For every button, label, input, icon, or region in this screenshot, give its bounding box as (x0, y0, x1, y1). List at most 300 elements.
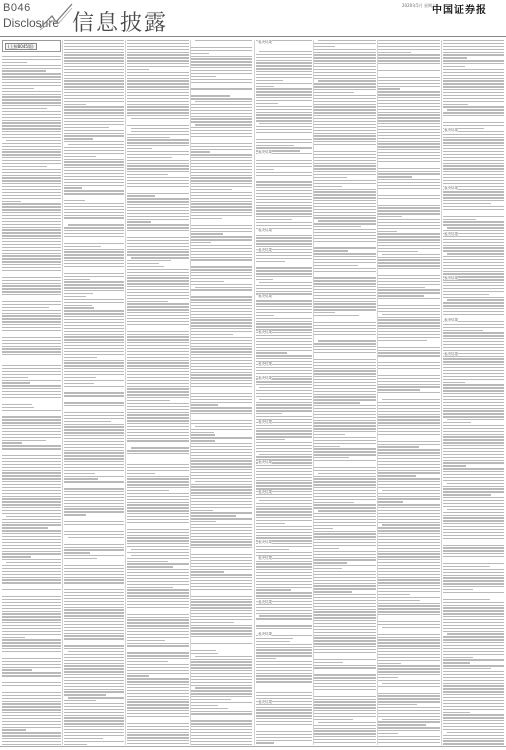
text-line (256, 243, 312, 244)
text-line (68, 224, 124, 225)
text-line (2, 304, 61, 305)
text-line (256, 667, 312, 668)
text-line (443, 364, 504, 365)
text-line (64, 190, 124, 191)
text-line (2, 238, 61, 239)
text-line (314, 194, 376, 195)
text-line (127, 569, 189, 570)
text-line (64, 266, 124, 267)
text-line (256, 718, 312, 719)
text-line (64, 444, 124, 445)
text-line (314, 60, 376, 61)
text-line (127, 92, 189, 93)
text-line (127, 658, 189, 659)
text-line (131, 555, 189, 556)
text-line (443, 115, 504, 116)
text-line (314, 385, 376, 386)
text-line (127, 193, 189, 194)
text-line (2, 354, 61, 355)
text-line (127, 640, 165, 641)
text-line (127, 145, 189, 146)
text-line (443, 57, 467, 58)
text-line (378, 352, 440, 353)
text-line (443, 625, 504, 626)
text-line (314, 124, 376, 125)
text-line (191, 682, 252, 683)
text-line (2, 461, 61, 462)
text-line (127, 165, 189, 166)
text-line (64, 302, 124, 303)
text-line (443, 547, 504, 548)
text-line (382, 719, 440, 720)
text-line (127, 263, 159, 264)
text-line (2, 571, 61, 572)
text-line (378, 317, 440, 318)
text-line (314, 138, 376, 139)
text-line (2, 545, 61, 546)
resolution-label: 表决结果 (444, 318, 458, 322)
text-line (256, 448, 312, 449)
text-line (2, 661, 61, 662)
text-line (64, 40, 124, 41)
text-line (64, 63, 124, 64)
text-line (314, 434, 345, 435)
text-line (256, 442, 312, 443)
text-line (127, 543, 189, 544)
text-line (127, 43, 189, 44)
text-line (127, 201, 189, 202)
text-line (314, 659, 376, 660)
text-line (378, 519, 440, 520)
text-line (318, 340, 376, 341)
text-line (443, 428, 504, 429)
text-line (314, 98, 376, 99)
text-line (127, 426, 189, 427)
text-line (314, 212, 376, 213)
text-line (127, 578, 189, 579)
text-line (443, 80, 504, 81)
text-line (256, 147, 312, 148)
text-line (64, 54, 124, 55)
text-line (64, 322, 124, 323)
text-line (314, 565, 376, 566)
text-line (2, 692, 61, 693)
text-line (64, 273, 124, 274)
text-line (64, 290, 124, 291)
text-line (64, 106, 124, 107)
text-line (64, 476, 124, 477)
text-line (64, 635, 124, 636)
text-line (127, 383, 189, 384)
text-line (64, 150, 124, 151)
text-line (443, 410, 504, 411)
text-line (443, 651, 504, 652)
text-line (256, 675, 312, 676)
resolution-label: 表决结果 (258, 600, 272, 604)
text-line (443, 648, 504, 649)
text-line (191, 166, 252, 167)
text-line (314, 197, 376, 198)
text-line (378, 716, 440, 717)
text-line (191, 589, 252, 590)
text-line (64, 621, 124, 622)
text-line (191, 331, 252, 332)
text-line (64, 187, 82, 188)
text-line (443, 566, 490, 567)
text-line (256, 315, 274, 316)
text-line (64, 249, 124, 250)
text-line (378, 556, 440, 557)
text-line (64, 115, 124, 116)
text-line (191, 203, 252, 204)
text-line (378, 504, 440, 505)
text-line (64, 717, 124, 718)
text-line (64, 153, 124, 154)
text-line (191, 693, 252, 694)
text-line (64, 316, 124, 317)
text-line (382, 314, 440, 315)
text-line (443, 271, 504, 272)
text-line (378, 530, 440, 531)
text-line (378, 171, 440, 172)
text-line (191, 189, 232, 190)
text-line (443, 512, 504, 513)
text-line (64, 206, 124, 207)
text-line (2, 128, 61, 129)
text-line (191, 404, 218, 405)
text-line (314, 736, 376, 737)
text-line (443, 265, 504, 266)
text-line (127, 339, 189, 340)
text-line (64, 386, 124, 387)
text-line (314, 362, 376, 363)
text-line (443, 314, 504, 315)
text-line (314, 349, 376, 350)
text-line (2, 701, 61, 702)
text-line (2, 280, 61, 281)
text-line (443, 706, 504, 707)
text-line (127, 429, 189, 430)
text-line (314, 180, 376, 181)
text-line (443, 717, 504, 718)
text-line (256, 381, 312, 382)
text-line (2, 472, 61, 473)
text-line (2, 227, 61, 228)
text-line (314, 292, 376, 293)
text-line (127, 598, 189, 599)
text-line (64, 571, 124, 572)
text-line (2, 261, 61, 262)
text-line (64, 645, 124, 646)
text-line (191, 616, 252, 617)
text-line (318, 510, 376, 511)
text-line (191, 563, 252, 564)
text-line (191, 685, 252, 686)
text-line (64, 674, 124, 675)
text-line (191, 653, 218, 654)
text-line (378, 83, 440, 84)
text-line (127, 295, 189, 296)
text-line (2, 539, 61, 540)
text-line (314, 502, 354, 503)
text-line (256, 187, 312, 188)
text-line (191, 676, 252, 677)
text-line (443, 580, 504, 581)
text-line (443, 203, 491, 204)
text-line (127, 558, 189, 559)
text-line (378, 298, 440, 299)
text-line (443, 324, 504, 325)
text-line (314, 133, 376, 134)
text-column-1 (2, 40, 61, 745)
text-line (443, 54, 504, 55)
text-line (314, 493, 376, 494)
text-line (127, 453, 189, 454)
text-line (443, 575, 504, 576)
text-line (127, 174, 168, 175)
text-line (443, 729, 504, 730)
text-line (64, 392, 124, 393)
text-line (2, 397, 61, 398)
text-line (2, 285, 61, 286)
text-line (447, 509, 504, 510)
text-line (314, 57, 376, 58)
text-line (378, 278, 440, 279)
text-line (127, 280, 189, 281)
text-line (191, 510, 213, 511)
text-line (443, 262, 504, 263)
text-line (191, 53, 209, 54)
text-line (314, 620, 376, 621)
text-line (378, 70, 440, 71)
text-line (127, 438, 189, 439)
text-line (191, 369, 252, 370)
text-line (443, 654, 504, 655)
text-line (191, 127, 252, 128)
text-line (378, 736, 440, 737)
text-line (378, 565, 440, 566)
text-line (68, 697, 124, 698)
text-line (64, 217, 124, 218)
text-line (191, 699, 231, 700)
text-line (64, 709, 124, 710)
text-line (314, 295, 376, 296)
resolution-label: 表决结果 (444, 276, 458, 280)
text-line (64, 458, 124, 459)
text-line (2, 270, 61, 271)
text-line (443, 154, 504, 155)
text-line (64, 735, 124, 736)
text-line (256, 508, 312, 509)
text-line (127, 40, 189, 41)
text-line (378, 216, 402, 217)
resolution-label: 表决结果 (258, 460, 272, 464)
text-line (191, 317, 252, 318)
text-line (378, 106, 440, 107)
text-line (191, 472, 252, 473)
text-line (378, 408, 440, 409)
text-line (256, 563, 312, 564)
text-line (191, 116, 252, 117)
text-line (314, 554, 376, 555)
text-line (443, 112, 504, 113)
text-line (64, 336, 124, 337)
text-line (127, 286, 189, 287)
text-line (378, 195, 440, 196)
text-line (64, 328, 124, 329)
text-line (64, 281, 124, 282)
text-line (256, 237, 312, 238)
text-line (2, 310, 61, 311)
text-line (68, 144, 124, 145)
text-line (127, 507, 189, 508)
text-line (314, 689, 376, 690)
text-line (2, 283, 61, 284)
text-line (256, 196, 312, 197)
text-line (2, 91, 61, 92)
text-line (191, 455, 252, 456)
text-line (2, 596, 61, 597)
text-line (64, 127, 109, 128)
text-line (256, 276, 312, 277)
text-line (378, 248, 440, 249)
text-line (378, 464, 440, 465)
text-line (191, 58, 252, 59)
text-line (64, 161, 124, 162)
text-line (2, 82, 61, 83)
text-line (314, 141, 376, 142)
text-line (378, 431, 440, 432)
text-line (378, 516, 440, 517)
text-line (378, 501, 403, 502)
text-line (443, 157, 504, 158)
text-line (314, 665, 376, 666)
text-line (314, 649, 376, 650)
text-line (378, 470, 440, 471)
text-line (378, 701, 440, 702)
text-line (64, 604, 124, 605)
text-line (443, 180, 504, 181)
text-line (127, 464, 189, 465)
text-line (314, 235, 376, 236)
text-line (127, 137, 170, 138)
text-line (127, 101, 189, 102)
text-line (127, 601, 189, 602)
text-line (378, 727, 440, 728)
text-line (378, 389, 420, 390)
text-line (6, 140, 61, 141)
text-line (127, 614, 189, 615)
text-line (131, 447, 189, 448)
text-line (64, 473, 95, 474)
text-line (191, 76, 216, 77)
text-line (191, 547, 252, 548)
text-line (2, 195, 61, 196)
text-line (256, 673, 312, 674)
text-line (127, 249, 189, 250)
text-line (378, 428, 440, 429)
text-line (314, 713, 376, 714)
text-line (378, 308, 440, 309)
text-line (314, 699, 376, 700)
text-line (314, 232, 376, 233)
text-line (256, 57, 312, 58)
resolution-label: 表决结果 (258, 362, 272, 366)
text-line (256, 367, 312, 368)
text-line (2, 496, 61, 497)
text-line (191, 583, 252, 584)
text-line (443, 361, 504, 362)
text-line (127, 740, 189, 741)
text-line (378, 378, 440, 379)
text-line (2, 131, 61, 132)
text-line (191, 95, 230, 96)
text-line (191, 659, 252, 660)
text-line (2, 79, 61, 80)
text-line (2, 117, 61, 118)
text-line (2, 294, 61, 295)
text-line (314, 440, 376, 441)
text-line (191, 536, 252, 537)
text-line (443, 413, 504, 414)
text-line (443, 583, 504, 584)
text-line (195, 656, 252, 657)
text-line (378, 319, 440, 320)
text-line (314, 95, 376, 96)
text-line (191, 484, 252, 485)
text-line (191, 305, 252, 306)
text-line (64, 95, 124, 96)
text-line (256, 670, 312, 671)
text-line (127, 377, 189, 378)
text-line (314, 174, 376, 175)
text-line (314, 46, 335, 47)
text-line (2, 175, 61, 176)
text-line (191, 463, 252, 464)
text-line (378, 355, 440, 356)
text-line (2, 536, 61, 537)
text-line (382, 254, 440, 255)
text-line (256, 54, 312, 55)
text-line (127, 595, 189, 596)
text-line (191, 622, 234, 623)
text-line (191, 586, 252, 587)
text-column-6 (314, 40, 376, 745)
text-line (378, 225, 440, 226)
text-line (443, 738, 504, 739)
text-line (64, 726, 124, 727)
text-line (443, 416, 504, 417)
text-line (191, 180, 252, 181)
text-line (127, 283, 189, 284)
text-line (382, 627, 440, 628)
text-line (127, 301, 168, 302)
text-line (443, 335, 504, 336)
text-line (191, 518, 252, 519)
text-line (314, 528, 333, 529)
text-line (64, 383, 94, 384)
text-line (378, 542, 440, 543)
text-line (2, 732, 61, 733)
text-line (64, 46, 124, 47)
text-line (378, 114, 440, 115)
text-line (314, 629, 376, 630)
text-line (2, 507, 61, 508)
text-line (64, 494, 124, 495)
text-line (443, 291, 504, 292)
text-line (127, 540, 189, 541)
text-line (256, 692, 312, 693)
